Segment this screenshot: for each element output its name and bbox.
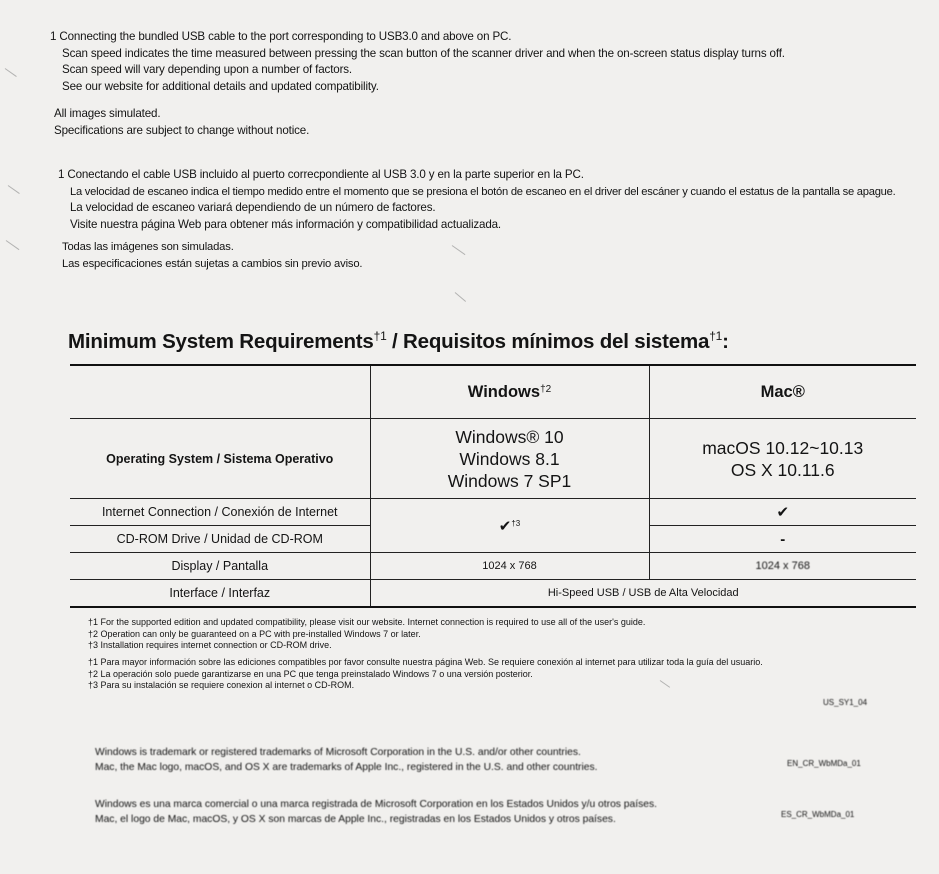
cdrom-label: CD-ROM Drive / Unidad de CD-ROM: [70, 526, 370, 553]
note-en-line4: See our website for additional details and updated compatibility.: [62, 79, 379, 93]
os-mac-cell: [649, 419, 916, 499]
requirements-title-es: Requisitos mínimos del sistema: [403, 330, 710, 353]
table-header-row: [70, 365, 916, 419]
note-en-general1: All images simulated.: [54, 107, 161, 120]
windows-check-cell: [370, 499, 649, 553]
os-windows-cell: [370, 419, 649, 499]
footnote-en-2: †2 Operation can only be guaranteed on a PC with pre-installed Windows 7 or later.: [88, 628, 421, 639]
footnote-en-3: †3 Installation requires internet connection or CD-ROM drive.: [88, 640, 332, 651]
doc-code-2: EN_CR_WbMDa_01: [787, 759, 861, 768]
header-mac: Mac®: [649, 365, 916, 419]
table-row-interface: [70, 580, 916, 607]
trademarks-spanish: [95, 797, 657, 827]
cdrom-mac-cell: -: [649, 526, 916, 553]
internet-mac-cell: ✔: [649, 499, 916, 526]
footnote-es-1: †1 Para mayor información sobre las ediciones compatibles por favor consulte nuestra página Web. Se requiere conexión al internet para utilizar toda la guía del usuario.: [88, 657, 763, 667]
requirements-title-sup1: †1: [373, 329, 387, 343]
header-windows: [370, 365, 649, 419]
note-es-line1: 1 Conectando el cable USB incluido al puerto correcpondiente al USB 3.0 y en la parte superior en la PC.: [58, 168, 584, 181]
display-mac-cell: 1024 x 768: [649, 553, 916, 580]
note-es-line4: Visite nuestra página Web para obtener más información y compatibilidad actualizada.: [70, 217, 502, 231]
notes-english-general: [54, 106, 309, 139]
paper-scratch: [452, 245, 466, 255]
trademark-en-2: Mac, the Mac logo, macOS, and OS X are trademarks of Apple Inc., registered in the U.S. and other countries.: [95, 762, 598, 773]
notes-spanish-general: [62, 239, 362, 272]
trademark-es-1: Windows es una marca comercial o una marca registrada de Microsoft Corporation en los Estados Unidos y/u otros países.: [95, 799, 658, 810]
display-windows-cell: 1024 x 768: [370, 553, 649, 580]
paper-scratch: [8, 185, 20, 194]
paper-scratch: [6, 240, 20, 250]
header-windows-label: Windows: [467, 382, 541, 401]
header-windows-sup: †2: [540, 383, 552, 395]
paper-scratch: [455, 292, 466, 302]
header-empty-cell: [70, 365, 370, 419]
note-en-line2: Scan speed indicates the time measured between pressing the scan button of the scanner driver and when the on-screen status display turns off.: [62, 46, 785, 60]
table-row-internet: [70, 499, 916, 526]
doc-code-1: US_SY1_04: [823, 698, 868, 707]
note-en-general2: Specifications are subject to change without notice.: [54, 123, 310, 137]
windows-check-sup: †3: [511, 518, 521, 528]
os-windows-8-1: Windows 8.1: [459, 448, 560, 469]
interface-value-cell: Hi-Speed USB / USB de Alta Velocidad: [370, 580, 916, 607]
requirements-title-en: Minimum System Requirements: [68, 330, 374, 353]
requirements-title-sep: /: [386, 330, 404, 353]
notes-english: [50, 29, 785, 95]
interface-label: Interface / Interfaz: [70, 580, 370, 607]
footnotes-spanish: [88, 657, 763, 692]
os-label: Operating System / Sistema Operativo: [70, 419, 370, 499]
trademarks-english: [95, 745, 598, 775]
footnote-en-1: †1 For the supported edition and updated compatibility, please visit our website. Internet connection is required to use all of the user's guide.: [88, 617, 646, 627]
note-es-line3: La velocidad de escaneo variará dependiendo de un número de factores.: [70, 201, 436, 215]
os-windows-7: Windows 7 SP1: [447, 470, 572, 491]
internet-label: Internet Connection / Conexión de Internet: [70, 499, 370, 526]
os-macos: macOS 10.12~10.13: [702, 437, 864, 458]
footnote-es-2: †2 La operación solo puede garantizarse en una PC que tenga preinstalado Windows 7 o una versión posterior.: [88, 668, 533, 679]
table-row-display: [70, 553, 916, 580]
note-es-general2: Las especificaciones están sujetas a cambios sin previo aviso.: [62, 257, 363, 270]
display-label: Display / Pantalla: [70, 553, 370, 580]
requirements-title-sup2: †1: [709, 329, 723, 343]
notes-spanish: [58, 167, 895, 233]
paper-scratch: [5, 68, 17, 77]
check-icon: ✔: [498, 517, 512, 535]
os-osx: OS X 10.11.6: [730, 459, 835, 480]
note-en-line1: 1 Connecting the bundled USB cable to the port corresponding to USB3.0 and above on PC.: [50, 30, 512, 43]
os-windows-10: Windows® 10: [455, 426, 564, 447]
footnote-es-3: †3 Para su instalación se requiere conexion al internet o CD-ROM.: [88, 680, 355, 691]
note-es-line2: La velocidad de escaneo indica el tiempo medido entre el momento que se presiona el botón de escaneo en el driver del escáner y cuando el estatus de la pantalla se apague.: [70, 185, 896, 198]
requirements-title: [68, 329, 729, 354]
requirements-table: [70, 364, 916, 608]
note-en-line3: Scan speed will vary depending upon a number of factors.: [62, 63, 352, 77]
doc-code-3: ES_CR_WbMDa_01: [781, 810, 855, 819]
requirements-title-end: :: [722, 330, 729, 353]
trademark-en-1: Windows is trademark or registered trademarks of Microsoft Corporation in the U.S. and/or other countries.: [95, 747, 581, 758]
trademark-es-2: Mac, el logo de Mac, macOS, y OS X son marcas de Apple Inc., registradas en los Estados Unidos y otros países.: [95, 814, 616, 825]
note-es-general1: Todas las imágenes son simuladas.: [62, 241, 234, 253]
footnotes-english: [88, 617, 645, 652]
table-row-os: [70, 419, 916, 499]
